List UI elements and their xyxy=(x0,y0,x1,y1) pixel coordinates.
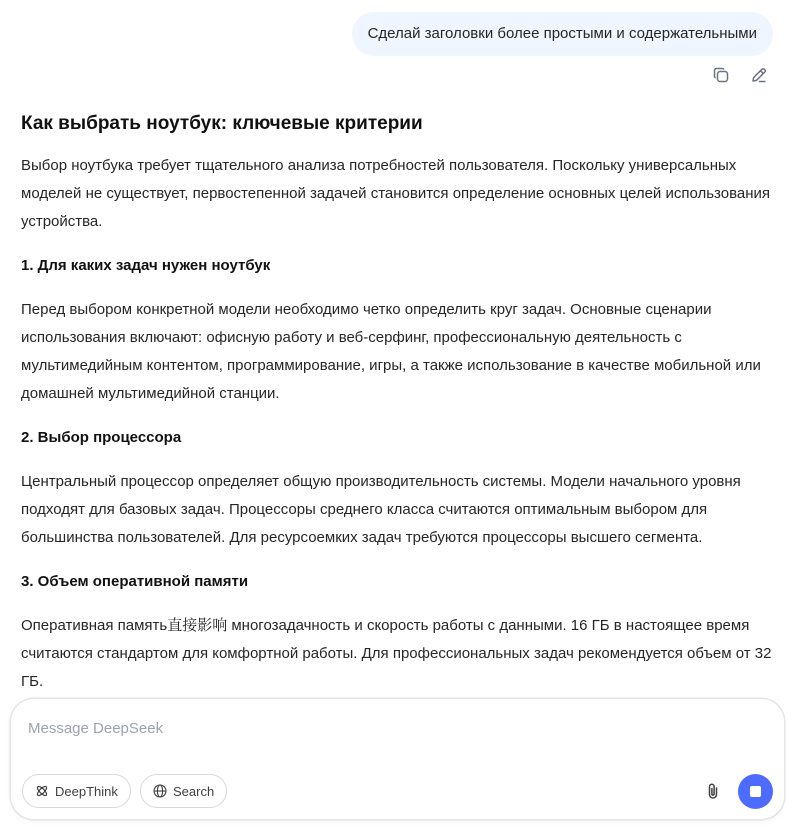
edit-icon[interactable] xyxy=(749,65,769,85)
paperclip-icon xyxy=(703,781,723,801)
deepthink-icon xyxy=(35,784,49,798)
assistant-answer xyxy=(21,110,779,712)
section-text: Центральный процессор определяет общую производительность системы. Модели начального уровня подходят для базовых задач. Процессоры среднего класса считаются оптимальным выбором для большинства пользователей. Для ресурсоемких задач требуются процессоры высшего сегмента. xyxy=(21,473,741,546)
message-input[interactable] xyxy=(28,713,768,743)
user-message-bubble xyxy=(352,12,773,56)
deepthink-button[interactable] xyxy=(22,774,131,808)
search-button[interactable] xyxy=(140,774,227,808)
answer-intro: Выбор ноутбука требует тщательного анализа потребностей пользователя. Поскольку универсальных моделей не существует, первостепенной задачей становится определение основных целей использования устройства. xyxy=(21,157,771,230)
stop-icon xyxy=(750,786,761,797)
copy-icon[interactable] xyxy=(711,65,731,85)
section-text: Перед выбором конкретной модели необходимо четко определить круг задач. Основные сценарии использования включают: офисную работу и веб-серфинг, профессиональную деятельность с мультимедийным контентом, программирование, игры, а также использование в качестве мобильной или домашней мультимедийной станции. xyxy=(21,301,761,402)
section-heading: 3. Объем оперативной памяти xyxy=(21,573,249,590)
section-text: Оперативная память直接影响 многозадачность и скорость работы с данными. 16 ГБ в настоящее время считаются стандартом для комфортной работы. Для профессиональных задач рекомендуется объем от 32 ГБ. xyxy=(21,617,772,690)
user-message-text: Сделай заголовки более простыми и содержательными xyxy=(367,25,757,42)
message-actions xyxy=(711,65,769,85)
message-composer xyxy=(10,698,785,820)
globe-icon xyxy=(153,784,167,798)
deepthink-label: DeepThink xyxy=(55,783,118,799)
stop-generation-button[interactable] xyxy=(738,774,773,809)
search-label: Search xyxy=(173,783,215,799)
answer-title: Как выбрать ноутбук: ключевые критерии xyxy=(21,113,423,134)
section-heading: 2. Выбор процессора xyxy=(21,429,182,446)
section-heading: 1. Для каких задач нужен ноутбук xyxy=(21,257,271,274)
attach-button[interactable] xyxy=(701,779,725,803)
